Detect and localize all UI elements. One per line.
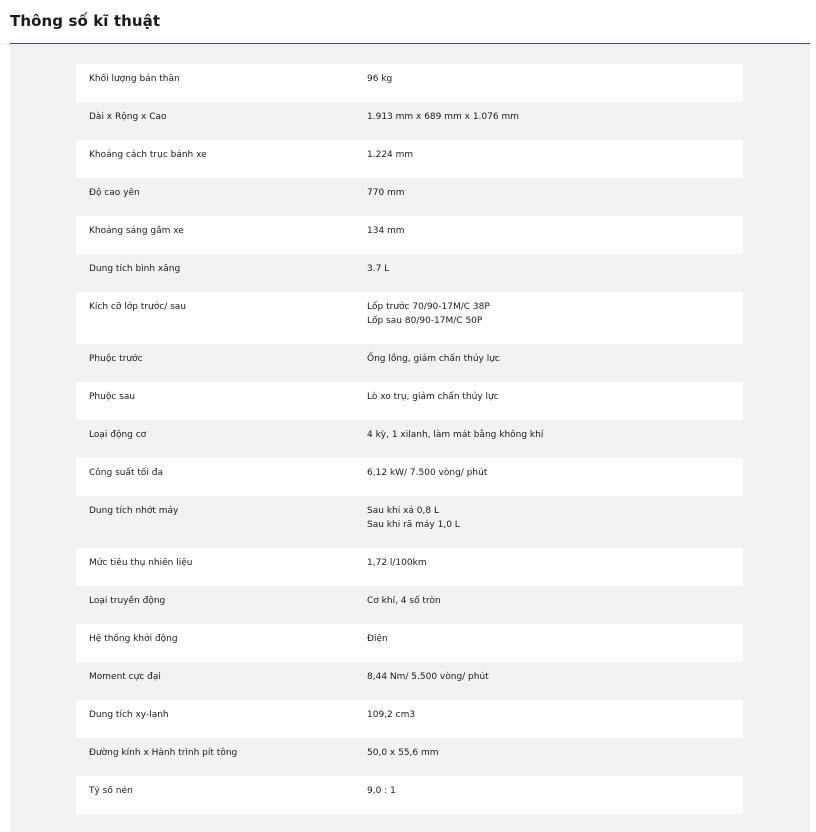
spec-value	[367, 428, 727, 442]
spec-value-line: 4 kỳ, 1 xilanh, làm mát bằng không khí	[367, 430, 544, 440]
spec-label: Hệ thống khởi động	[89, 634, 178, 644]
spec-value-line: Lốp trước 70/90-17M/C 38P	[367, 302, 490, 312]
spec-value-line: 6,12 kW/ 7.500 vòng/ phút	[367, 468, 488, 478]
spec-row	[76, 344, 743, 382]
spec-label: Tỷ số nén	[89, 786, 133, 796]
spec-value	[367, 224, 727, 238]
spec-row	[76, 662, 743, 700]
spec-row	[76, 624, 743, 662]
spec-row	[76, 382, 743, 420]
spec-label: Phuộc sau	[89, 392, 136, 402]
spec-label: Dung tích bình xăng	[89, 264, 181, 274]
spec-row	[76, 140, 743, 178]
spec-value	[367, 784, 727, 798]
spec-value-line: 9,0 : 1	[367, 786, 396, 796]
spec-value-line: Lốp sau 80/90-17M/C 50P	[367, 316, 483, 326]
spec-value-line: 1,72 l/100km	[367, 558, 427, 568]
spec-row	[76, 496, 743, 548]
spec-label: Dung tích nhớt máy	[89, 506, 179, 516]
spec-value-line: 3.7 L	[367, 264, 390, 274]
spec-value-line: 96 kg	[367, 74, 393, 84]
spec-label: Đường kính x Hành trình pít tông	[89, 748, 238, 758]
spec-label: Dung tích xy-lanh	[89, 710, 169, 720]
spec-label: Khoảng cách trục bánh xe	[89, 150, 207, 160]
spec-label: Kích cỡ lớp trước/ sau	[89, 302, 187, 312]
spec-value-line: Ống lồng, giảm chấn thủy lực	[367, 354, 500, 364]
spec-label: Moment cực đại	[89, 672, 161, 682]
spec-value	[367, 466, 727, 480]
spec-label: Khối lượng bản thân	[89, 74, 180, 84]
spec-row	[76, 216, 743, 254]
spec-row	[76, 458, 743, 496]
spec-value-line: Điện	[367, 634, 388, 644]
spec-value	[367, 148, 727, 162]
spec-label: Khoảng sáng gầm xe	[89, 226, 184, 236]
spec-value-line: 8,44 Nm/ 5.500 vòng/ phút	[367, 672, 489, 682]
spec-label: Dài x Rộng x Cao	[89, 112, 167, 122]
spec-row	[76, 738, 743, 776]
spec-value	[367, 352, 727, 366]
spec-row	[76, 178, 743, 216]
spec-value	[367, 708, 727, 722]
spec-label: Mức tiêu thụ nhiên liệu	[89, 558, 193, 568]
spec-row	[76, 586, 743, 624]
spec-row	[76, 292, 743, 344]
spec-row	[76, 254, 743, 292]
spec-label: Độ cao yên	[89, 188, 140, 198]
spec-value	[367, 556, 727, 570]
spec-value-line: Lò xo trụ, giảm chấn thủy lực	[367, 392, 499, 402]
spec-row	[76, 102, 743, 140]
spec-table	[76, 64, 743, 814]
spec-row	[76, 64, 743, 102]
spec-row	[76, 420, 743, 458]
spec-value-line: Cơ khí, 4 số tròn	[367, 596, 441, 606]
spec-row	[76, 776, 743, 814]
spec-value-line: Sau khi rã máy 1,0 L	[367, 520, 460, 530]
spec-panel	[10, 44, 810, 832]
spec-row	[76, 548, 743, 586]
spec-value	[367, 300, 727, 328]
spec-value	[367, 262, 727, 276]
spec-label: Loại truyền động	[89, 596, 166, 606]
spec-value	[367, 72, 727, 86]
spec-value-line: 770 mm	[367, 188, 405, 198]
page-title: Thông số kĩ thuật	[10, 12, 161, 30]
spec-label: Loại động cơ	[89, 430, 147, 440]
spec-value	[367, 670, 727, 684]
spec-label: Công suất tối đa	[89, 468, 163, 478]
spec-value-line: Sau khi xả 0,8 L	[367, 506, 439, 516]
spec-value	[367, 390, 727, 404]
spec-label: Phuộc trước	[89, 354, 143, 364]
spec-value	[367, 746, 727, 760]
spec-value-line: 50,0 x 55,6 mm	[367, 748, 439, 758]
spec-row	[76, 700, 743, 738]
spec-value-line: 1.913 mm x 689 mm x 1.076 mm	[367, 112, 519, 122]
spec-value	[367, 632, 727, 646]
spec-value	[367, 504, 727, 532]
spec-value	[367, 594, 727, 608]
spec-value	[367, 110, 727, 124]
spec-value-line: 1.224 mm	[367, 150, 414, 160]
spec-value	[367, 186, 727, 200]
spec-value-line: 109,2 cm3	[367, 710, 416, 720]
spec-value-line: 134 mm	[367, 226, 405, 236]
